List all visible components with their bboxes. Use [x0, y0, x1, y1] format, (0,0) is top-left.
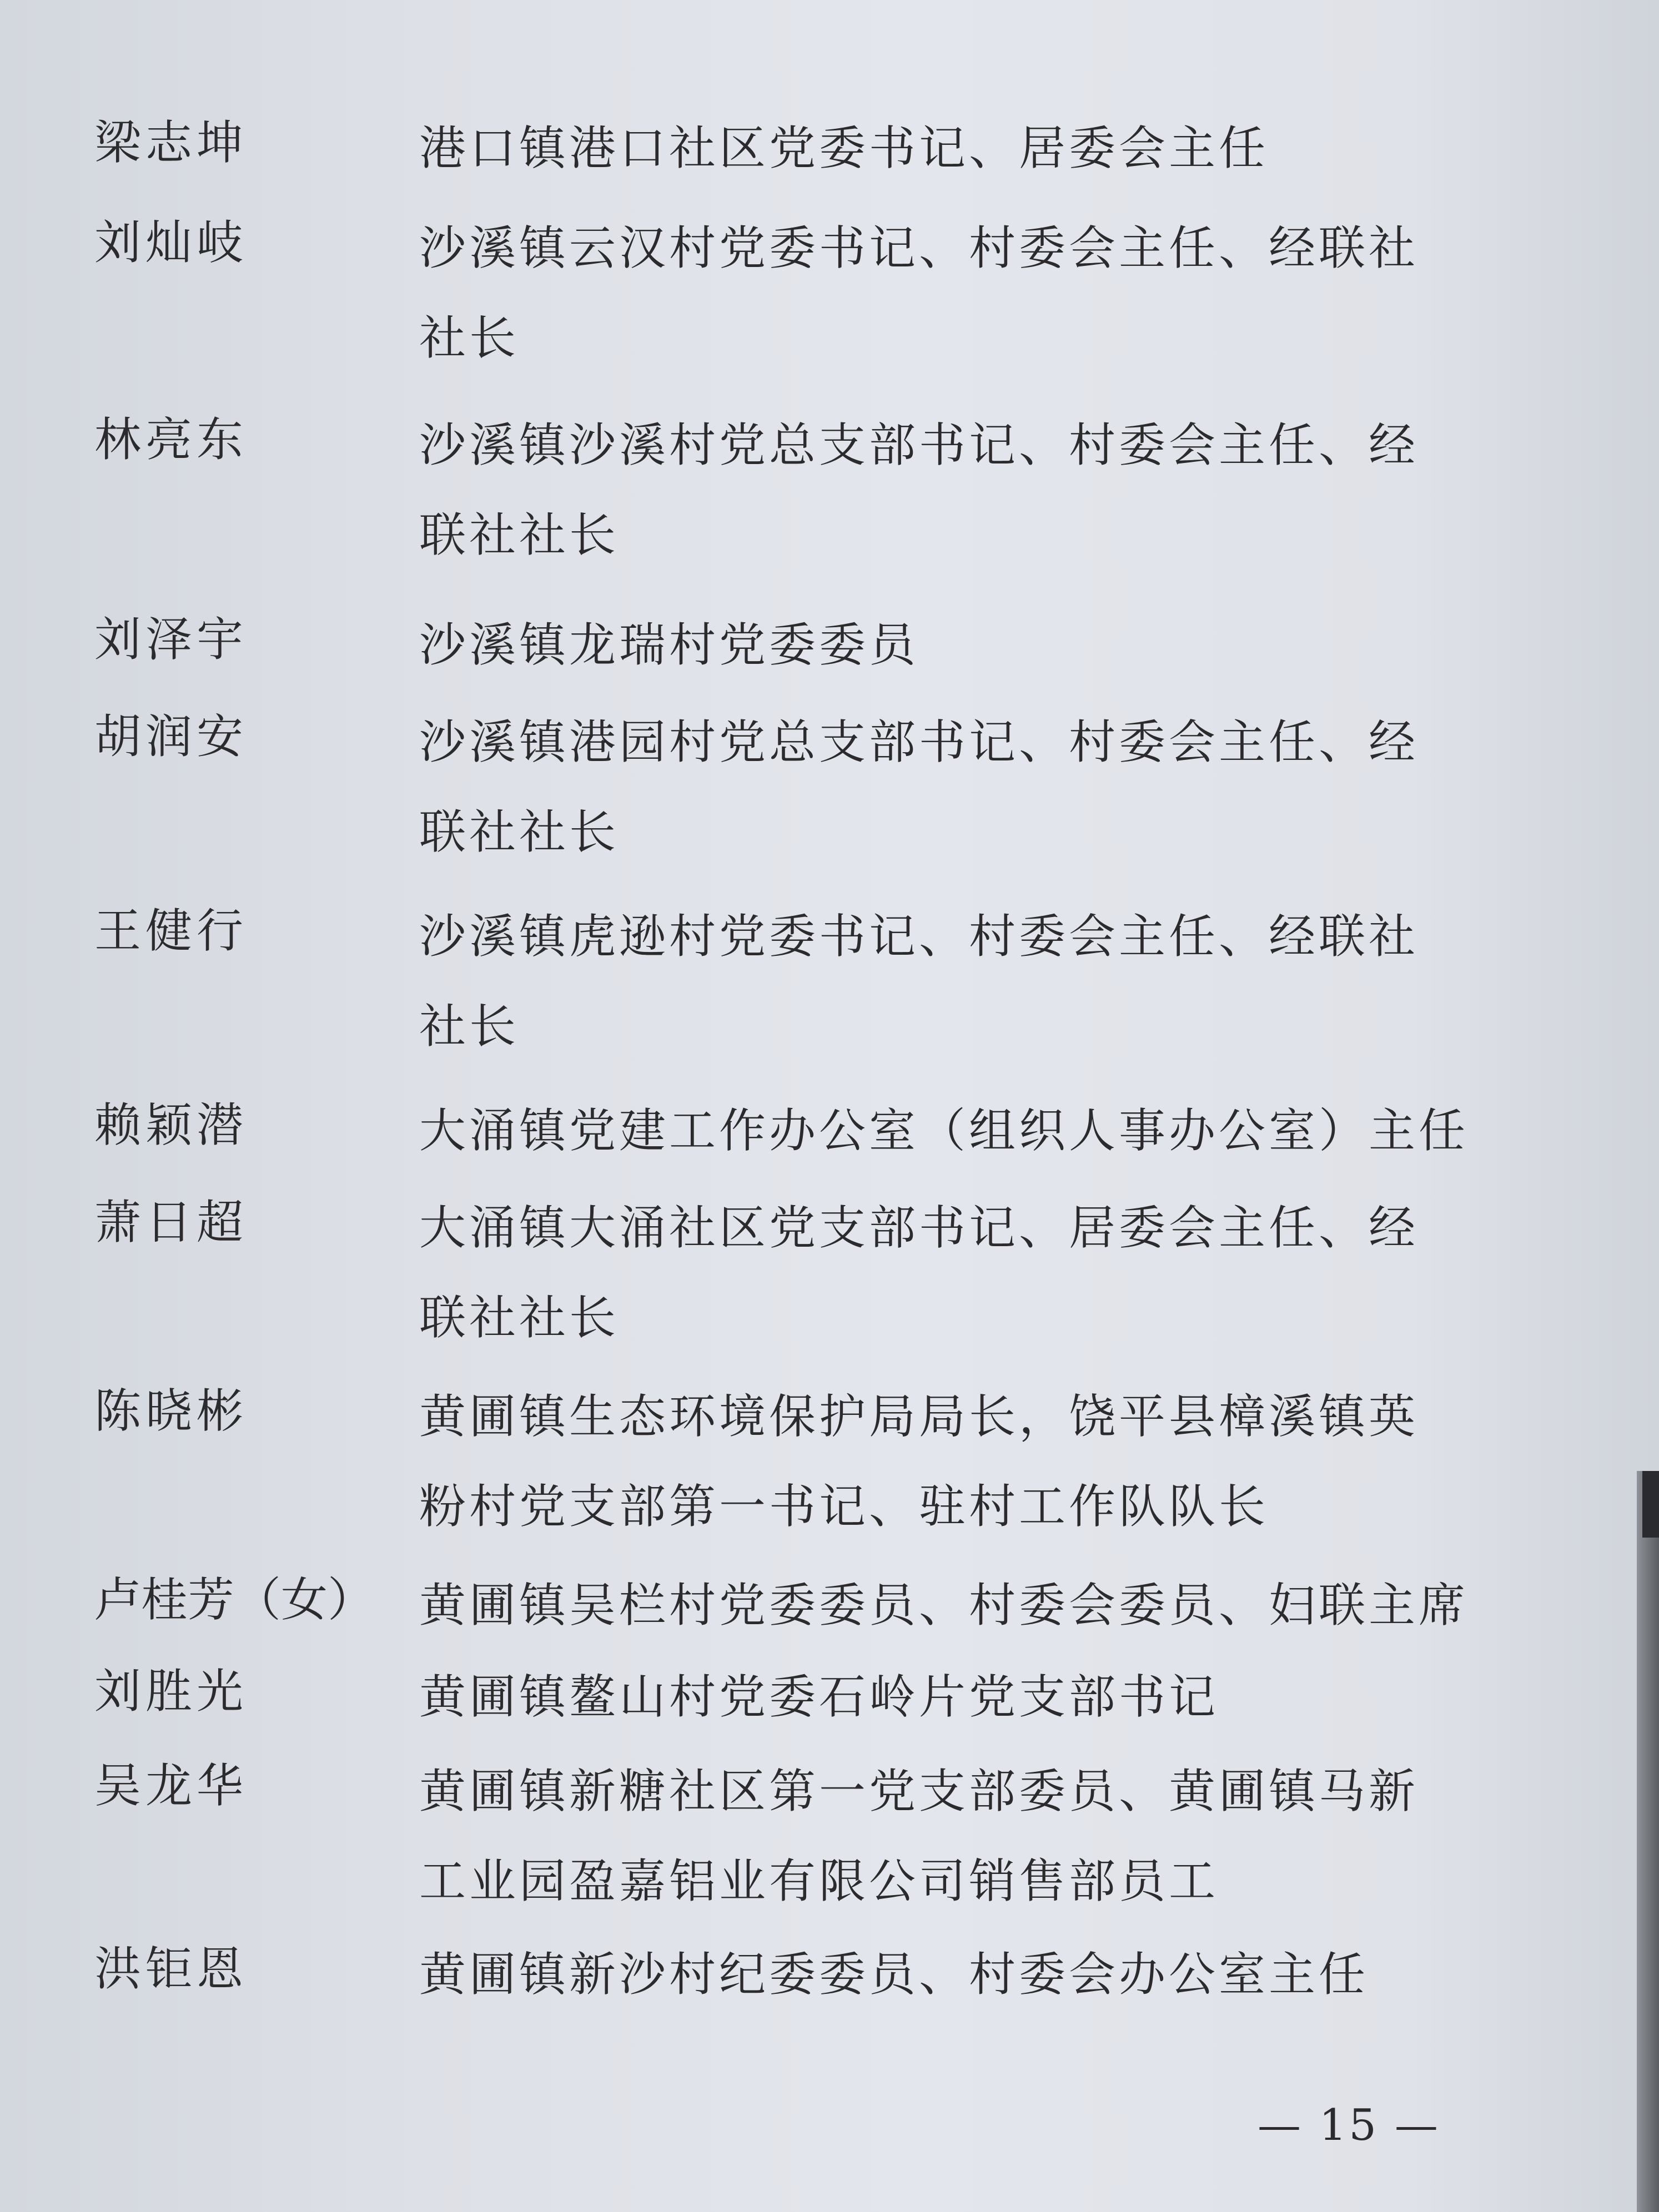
person-name: 刘胜光 [94, 1664, 248, 1719]
page-number: — 15 — [1258, 2100, 1440, 2150]
entry-row [0, 115, 1659, 203]
person-name: 刘灿岐 [94, 215, 248, 270]
position-title-line-1: 沙溪镇港园村党总支部书记、村委会主任、经 [419, 715, 1419, 769]
position-title-line-1: 黄圃镇新糖社区第一党支部委员、黄圃镇马新 [419, 1764, 1419, 1818]
entry-row [0, 1758, 1659, 1908]
person-name: 林亮东 [94, 412, 248, 467]
entry-row [0, 1098, 1659, 1185]
position-title-line-2: 联社社长 [419, 508, 620, 562]
position-title-line-2: 社长 [419, 999, 520, 1054]
page-edge-dark [1642, 1471, 1659, 1538]
person-name: 卢桂芳（女） [94, 1573, 375, 1627]
entry-row [0, 612, 1659, 699]
person-name: 刘泽宇 [94, 612, 248, 667]
person-name: 吴龙华 [94, 1758, 248, 1813]
position-title-line-1: 沙溪镇龙瑞村党委委员 [419, 618, 919, 672]
position-title-line-1: 沙溪镇沙溪村党总支部书记、村委会主任、经 [419, 418, 1419, 472]
position-title-line-1: 黄圃镇生态环境保护局局长，饶平县樟溪镇英 [419, 1389, 1419, 1444]
person-name: 赖颖潜 [94, 1098, 248, 1152]
entry-row [0, 904, 1659, 1054]
position-title-line-2: 粉村党支部第一书记、驻村工作队队长 [419, 1479, 1269, 1534]
entry-row [0, 709, 1659, 859]
entry-row [0, 1195, 1659, 1345]
position-title-line-1: 黄圃镇鳌山村党委石岭片党支部书记 [419, 1670, 1219, 1724]
person-name: 王健行 [94, 904, 248, 958]
entry-row [0, 412, 1659, 562]
entry-row [0, 1664, 1659, 1751]
person-name: 梁志坤 [94, 115, 248, 170]
person-name: 陈晓彬 [94, 1384, 248, 1438]
position-title-line-2: 联社社长 [419, 805, 620, 859]
person-name: 洪钜恩 [94, 1942, 248, 1996]
position-title-line-2: 社长 [419, 311, 520, 365]
position-title-line-2: 工业园盈嘉铝业有限公司销售部员工 [419, 1854, 1219, 1908]
position-title-line-1: 黄圃镇新沙村纪委委员、村委会办公室主任 [419, 1947, 1369, 2002]
position-title-line-1: 沙溪镇云汉村党委书记、村委会主任、经联社 [419, 221, 1419, 275]
person-name: 胡润安 [94, 709, 248, 764]
position-title-line-1: 大涌镇党建工作办公室（组织人事办公室）主任 [419, 1104, 1469, 1158]
position-title-line-1: 黄圃镇吴栏村党委委员、村委会委员、妇联主席 [419, 1578, 1469, 1632]
entry-row [0, 1573, 1659, 1660]
position-title-line-2: 联社社长 [419, 1291, 620, 1345]
position-title-line-1: 沙溪镇虎逊村党委书记、村委会主任、经联社 [419, 909, 1419, 964]
position-title-line-1: 大涌镇大涌社区党支部书记、居委会主任、经 [419, 1201, 1419, 1255]
entry-row [0, 1384, 1659, 1534]
entry-row [0, 1942, 1659, 2029]
entry-row [0, 215, 1659, 365]
position-title-line-1: 港口镇港口社区党委书记、居委会主任 [419, 121, 1269, 175]
person-name: 萧日超 [94, 1195, 248, 1249]
